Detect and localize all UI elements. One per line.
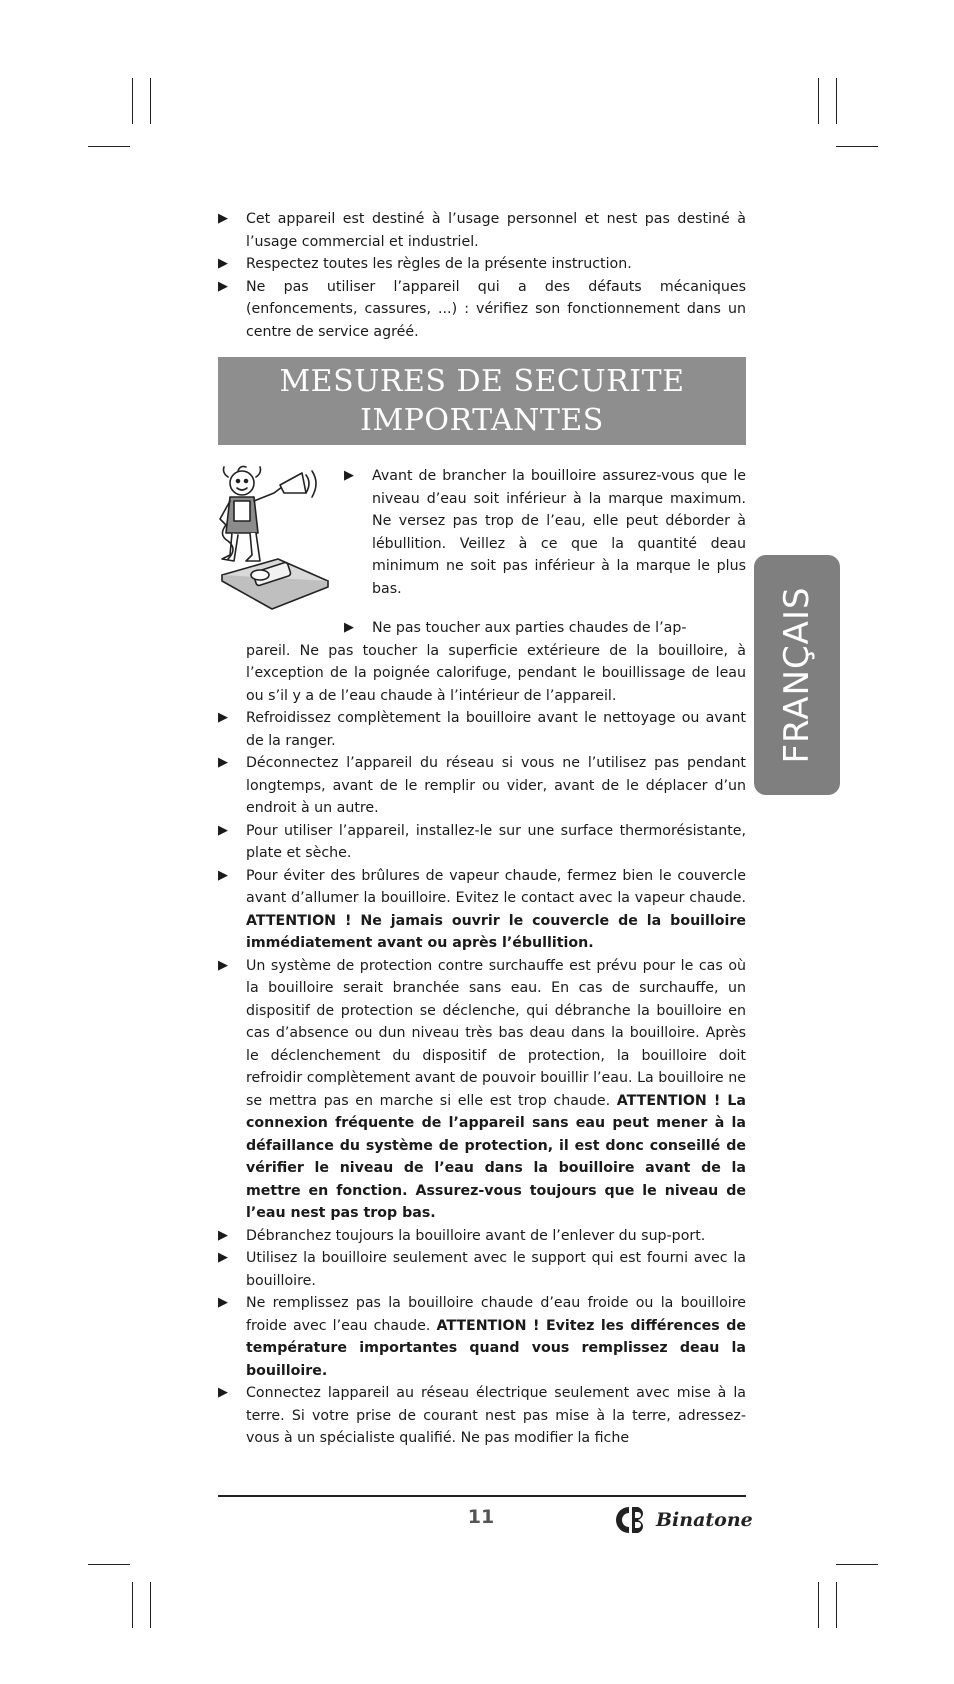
crop-mark <box>818 1582 819 1628</box>
triangle-bullet-icon: ▶ <box>218 710 228 725</box>
crop-mark <box>150 78 151 124</box>
triangle-bullet-icon: ▶ <box>344 468 354 483</box>
crop-mark <box>836 1564 878 1565</box>
list-item <box>218 1292 746 1382</box>
triangle-bullet-icon: ▶ <box>218 1385 228 1400</box>
triangle-bullet-icon: ▶ <box>218 755 228 770</box>
language-tab-label: FRANÇAIS <box>777 586 817 764</box>
triangle-bullet-icon: ▶ <box>344 620 354 635</box>
list-item-text: Ne pas toucher aux parties chaudes de l’ap- <box>372 620 687 636</box>
list-item <box>344 465 746 600</box>
list-item-text: Connectez lappareil au réseau électrique seulement avec mise à la terre. Si votre prise de courant nest pas mise à la terre, adressez-vous à un spécialiste qualifié. Ne pas modifier la fiche <box>246 1385 746 1446</box>
list-item-text: Pour éviter des brûlures de vapeur chaude, fermez bien le couvercle avant d’allumer la bouilloire. Evitez le contact avec la vapeur chaude. <box>246 867 746 906</box>
triangle-bullet-icon: ▶ <box>218 1295 228 1310</box>
list-item-text: Cet appareil est destiné à l’usage personnel et nest pas destiné à l’usage commercial et industriel. <box>246 211 746 250</box>
crop-mark <box>132 78 133 124</box>
triangle-bullet-icon: ▶ <box>218 957 228 973</box>
page-number: 11 <box>467 1506 495 1528</box>
list-item-text: Débranchez toujours la bouilloire avant de l’enlever du sup-port. <box>246 1227 706 1244</box>
section-heading-line: MESURES DE SECURITE <box>279 364 685 399</box>
section-heading-line: IMPORTANTES <box>360 403 604 438</box>
triangle-bullet-icon: ▶ <box>218 1250 228 1265</box>
crop-mark <box>88 1564 130 1565</box>
list-item <box>218 820 746 865</box>
triangle-bullet-icon: ▶ <box>218 278 228 294</box>
language-tab <box>754 555 840 795</box>
triangle-bullet-icon: ▶ <box>218 256 228 271</box>
triangle-bullet-icon: ▶ <box>218 1227 228 1243</box>
list-item-text: Refroidissez complètement la bouilloire avant le nettoyage ou avant de la ranger. <box>246 710 746 749</box>
list-item <box>218 276 746 344</box>
list-item <box>218 865 746 955</box>
footer-divider <box>218 1495 746 1497</box>
crop-mark <box>836 1582 837 1628</box>
list-item <box>218 707 746 752</box>
list-item <box>218 617 746 707</box>
list-item <box>218 1247 746 1292</box>
crop-mark <box>150 1582 151 1628</box>
warning-text: ATTENTION ! Ne jamais ouvrir le couvercle de la bouilloire immédiatement avant ou après l’ébullition. <box>246 912 746 951</box>
list-item <box>218 1382 746 1450</box>
warning-text: ATTENTION ! La connexion fréquente de l’appareil sans eau peut mener à la défaillance du système de protection, il est donc conseillé de vérifier le niveau de l’eau dans la bouilloire avant de la mettre en fonction. Assurez-vous toujours que le niveau de l’eau nest pas trop bas. <box>246 1092 746 1221</box>
list-item-text: Déconnectez l’appareil du réseau si vous ne l’utilisez pas pendant longtemps, avant de le remplir ou vider, avant de le déplacer d’un endroit à un autre. <box>246 755 746 816</box>
triangle-bullet-icon: ▶ <box>218 867 228 883</box>
illustrated-warning <box>218 465 746 615</box>
list-item-text: pareil. Ne pas toucher la superficie extérieure de la bouilloire, à l’exception de la poignée calorifuge, pendant le bouillissage de leau ou s’il y a de l’eau chaude à l’intérieur de l’appareil. <box>246 642 746 704</box>
list-item-text: Utilisez la bouilloire seulement avec le support qui est fourni avec la bouilloire. <box>246 1250 746 1289</box>
list-item-text: Respectez toutes les règles de la présente instruction. <box>246 256 632 272</box>
crop-mark <box>836 78 837 124</box>
list-item <box>218 253 746 276</box>
crop-mark <box>132 1582 133 1628</box>
list-item <box>218 752 746 820</box>
list-item-text: Ne pas utiliser l’appareil qui a des défauts mécaniques (enfoncements, cassures, ...) : vérifiez son fonctionnement dans un centre de service agréé. <box>246 278 746 340</box>
list-item-text: Un système de protection contre surchauffe est prévu pour le cas où la bouilloire serait branchée sans eau. En cas de surchauffe, un dispositif de protection se déclenche, qui débranche la bouilloire en cas d’absence ou dun niveau très bas deau dans la bouilloire. Après le déclenchement du dispositif de protection, la bouilloire doit refroidir complètement avant de pouvoir bouillir l’eau. La bouilloire ne se mettra pas en marche si elle est trop chaude. <box>246 957 746 1109</box>
list-item <box>218 1225 746 1248</box>
triangle-bullet-icon: ▶ <box>218 822 228 838</box>
crop-mark <box>818 78 819 124</box>
binatone-logo-icon <box>612 1503 654 1537</box>
warning-text: ATTENTION ! Evitez les différences de température importantes quand vous remplissez deau la bouilloire. <box>246 1317 747 1379</box>
crop-mark <box>88 146 130 147</box>
list-item-text: Pour utiliser l’appareil, installez-le sur une surface thermorésistante, plate et sèche. <box>246 822 746 861</box>
section-heading-banner <box>218 357 746 445</box>
list-item <box>218 208 746 253</box>
brand-name: Binatone <box>656 1509 753 1531</box>
list-item-text: Avant de brancher la bouilloire assurez-vous que le niveau d’eau soit inférieur à la marque maximum. Ne versez pas trop de l’eau, elle peut déborder à lébullition. Veillez à ce que la quantité deau minimum ne soit pas inférieur à la marque le plus bas. <box>372 468 746 597</box>
list-item <box>218 955 746 1225</box>
crop-mark <box>836 146 878 147</box>
list-item-text: Ne remplissez pas la bouilloire chaude d’eau froide ou la bouilloire froide avec l’eau chaude. <box>246 1295 746 1334</box>
triangle-bullet-icon: ▶ <box>218 211 228 226</box>
brand-logo <box>612 1503 753 1537</box>
man-with-megaphone-illustration <box>216 463 336 613</box>
document-body <box>218 208 746 1450</box>
